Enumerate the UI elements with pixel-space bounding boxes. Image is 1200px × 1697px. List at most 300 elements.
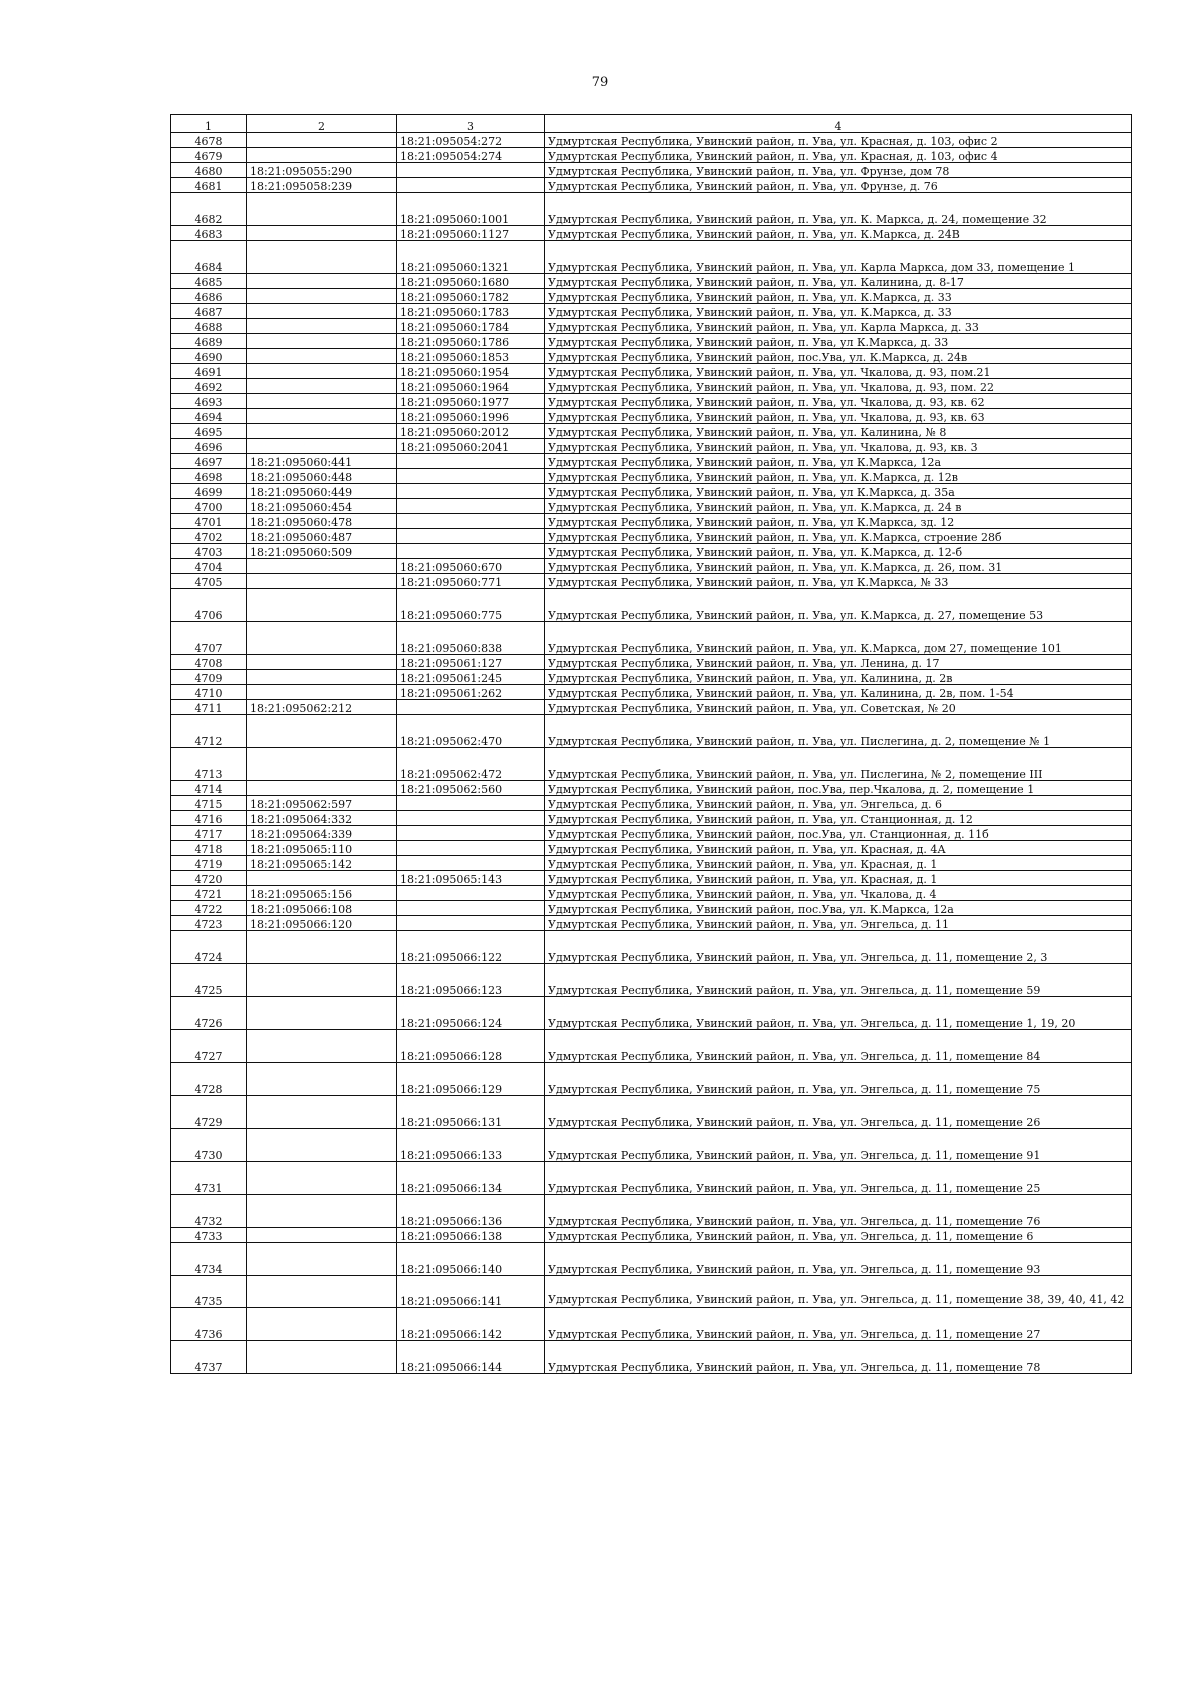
land-cadastral-number-cell (247, 964, 397, 997)
column-header-3: 3 (397, 115, 545, 133)
land-cadastral-number-cell (247, 304, 397, 319)
row-number-cell: 4709 (171, 670, 247, 685)
table-row (171, 574, 1132, 589)
table-row (171, 148, 1132, 163)
land-cadastral-number-cell (247, 715, 397, 748)
row-number-cell: 4736 (171, 1308, 247, 1341)
table-row (171, 622, 1132, 655)
land-cadastral-number-cell (247, 574, 397, 589)
land-cadastral-number-cell: 18:21:095060:441 (247, 454, 397, 469)
land-cadastral-number-cell (247, 409, 397, 424)
address-cell: Удмуртская Республика, Увинский район, п. Ува, ул. Станционная, д. 12 (545, 811, 1132, 826)
building-cadastral-number-cell: 18:21:095060:1964 (397, 379, 545, 394)
address-cell: Удмуртская Республика, Увинский район, п. Ува, ул. Энгельса, д. 11, помещение 84 (545, 1030, 1132, 1063)
address-cell: Удмуртская Республика, Увинский район, п. Ува, ул. Энгельса, д. 11, помещение 1, 19, 20 (545, 997, 1132, 1030)
building-cadastral-number-cell: 18:21:095066:136 (397, 1195, 545, 1228)
building-cadastral-number-cell: 18:21:095060:1954 (397, 364, 545, 379)
land-cadastral-number-cell (247, 1162, 397, 1195)
building-cadastral-number-cell: 18:21:095060:838 (397, 622, 545, 655)
building-cadastral-number-cell: 18:21:095066:140 (397, 1243, 545, 1276)
row-number-cell: 4715 (171, 796, 247, 811)
building-cadastral-number-cell: 18:21:095066:122 (397, 931, 545, 964)
row-number-cell: 4688 (171, 319, 247, 334)
address-cell: Удмуртская Республика, Увинский район, п. Ува, ул. Красная, д. 103, офис 4 (545, 148, 1132, 163)
row-number-cell: 4682 (171, 193, 247, 226)
building-cadastral-number-cell: 18:21:095060:1784 (397, 319, 545, 334)
table-row (171, 1341, 1132, 1374)
table-row (171, 781, 1132, 796)
land-cadastral-number-cell (247, 226, 397, 241)
table-row (171, 469, 1132, 484)
table-row (171, 163, 1132, 178)
land-cadastral-number-cell: 18:21:095060:448 (247, 469, 397, 484)
address-cell: Удмуртская Республика, Увинский район, п. Ува, ул. Энгельса, д. 11, помещение 93 (545, 1243, 1132, 1276)
address-cell: Удмуртская Республика, Увинский район, п. Ува, ул. Энгельса, д. 11, помещение 27 (545, 1308, 1132, 1341)
table-row (171, 484, 1132, 499)
table-row (171, 826, 1132, 841)
row-number-cell: 4727 (171, 1030, 247, 1063)
address-cell: Удмуртская Республика, Увинский район, п. Ува, ул. К.Маркса, дом 27, помещение 101 (545, 622, 1132, 655)
table-row (171, 559, 1132, 574)
building-cadastral-number-cell (397, 469, 545, 484)
building-cadastral-number-cell: 18:21:095060:1680 (397, 274, 545, 289)
row-number-cell: 4708 (171, 655, 247, 670)
table-row (171, 1228, 1132, 1243)
land-cadastral-number-cell: 18:21:095055:290 (247, 163, 397, 178)
building-cadastral-number-cell: 18:21:095066:144 (397, 1341, 545, 1374)
table-row (171, 748, 1132, 781)
table-row (171, 916, 1132, 931)
row-number-cell: 4690 (171, 349, 247, 364)
row-number-cell: 4719 (171, 856, 247, 871)
table-row (171, 439, 1132, 454)
address-cell: Удмуртская Республика, Увинский район, п. Ува, ул. Красная, д. 103, офис 2 (545, 133, 1132, 148)
land-cadastral-number-cell: 18:21:095060:509 (247, 544, 397, 559)
address-cell: Удмуртская Республика, Увинский район, п. Ува, ул. Энгельса, д. 11, помещение 91 (545, 1129, 1132, 1162)
table-row (171, 544, 1132, 559)
address-cell: Удмуртская Республика, Увинский район, п. Ува, ул. Калинина, д. 2в, пом. 1-54 (545, 685, 1132, 700)
row-number-cell: 4728 (171, 1063, 247, 1096)
row-number-cell: 4735 (171, 1276, 247, 1308)
land-cadastral-number-cell (247, 424, 397, 439)
land-cadastral-number-cell (247, 349, 397, 364)
building-cadastral-number-cell (397, 529, 545, 544)
building-cadastral-number-cell: 18:21:095060:1321 (397, 241, 545, 274)
row-number-cell: 4698 (171, 469, 247, 484)
table-body (171, 133, 1132, 1374)
table-row (171, 193, 1132, 226)
table-row (171, 856, 1132, 871)
address-cell: Удмуртская Республика, Увинский район, п. Ува, ул. Энгельса, д. 11, помещение 38, 39, 40, 41, 42 (545, 1276, 1132, 1308)
table-row (171, 274, 1132, 289)
row-number-cell: 4705 (171, 574, 247, 589)
address-cell: Удмуртская Республика, Увинский район, п. Ува, ул. Калинина, д. 2в (545, 670, 1132, 685)
address-cell: Удмуртская Республика, Увинский район, п. Ува, ул. К.Маркса, д. 12в (545, 469, 1132, 484)
building-cadastral-number-cell (397, 841, 545, 856)
table-row (171, 319, 1132, 334)
building-cadastral-number-cell (397, 544, 545, 559)
address-cell: Удмуртская Республика, Увинский район, п. Ува, ул К.Маркса, д. 33 (545, 334, 1132, 349)
address-cell: Удмуртская Республика, Увинский район, п. Ува, ул. Энгельса, д. 11, помещение 75 (545, 1063, 1132, 1096)
table-row (171, 1096, 1132, 1129)
land-cadastral-number-cell (247, 1308, 397, 1341)
address-cell: Удмуртская Республика, Увинский район, п. Ува, ул. Чкалова, д. 93, кв. 62 (545, 394, 1132, 409)
registry-table (170, 114, 1132, 1374)
table-row (171, 670, 1132, 685)
building-cadastral-number-cell: 18:21:095054:274 (397, 148, 545, 163)
land-cadastral-number-cell: 18:21:095065:110 (247, 841, 397, 856)
land-cadastral-number-cell (247, 655, 397, 670)
row-number-cell: 4721 (171, 886, 247, 901)
building-cadastral-number-cell (397, 796, 545, 811)
row-number-cell: 4724 (171, 931, 247, 964)
land-cadastral-number-cell: 18:21:095065:142 (247, 856, 397, 871)
building-cadastral-number-cell (397, 484, 545, 499)
land-cadastral-number-cell: 18:21:095060:449 (247, 484, 397, 499)
table-row (171, 1063, 1132, 1096)
land-cadastral-number-cell (247, 334, 397, 349)
address-cell: Удмуртская Республика, Увинский район, п. Ува, ул. Энгельса, д. 11, помещение 2, 3 (545, 931, 1132, 964)
building-cadastral-number-cell: 18:21:095060:1127 (397, 226, 545, 241)
address-cell: Удмуртская Республика, Увинский район, пос.Ува, ул. К.Маркса, 12а (545, 901, 1132, 916)
table-row (171, 226, 1132, 241)
row-number-cell: 4729 (171, 1096, 247, 1129)
address-cell: Удмуртская Республика, Увинский район, п. Ува, ул. К.Маркса, строение 28б (545, 529, 1132, 544)
table-row (171, 499, 1132, 514)
table-row (171, 529, 1132, 544)
building-cadastral-number-cell (397, 826, 545, 841)
table-row (171, 514, 1132, 529)
row-number-cell: 4689 (171, 334, 247, 349)
land-cadastral-number-cell (247, 241, 397, 274)
table-row (171, 349, 1132, 364)
address-cell: Удмуртская Республика, Увинский район, п. Ува, ул. Чкалова, д. 93, пом.21 (545, 364, 1132, 379)
table-row (171, 241, 1132, 274)
land-cadastral-number-cell (247, 319, 397, 334)
building-cadastral-number-cell (397, 700, 545, 715)
row-number-cell: 4716 (171, 811, 247, 826)
address-cell: Удмуртская Республика, Увинский район, п. Ува, ул. Энгельса, д. 11, помещение 6 (545, 1228, 1132, 1243)
address-cell: Удмуртская Республика, Увинский район, п. Ува, ул. Энгельса, д. 11, помещение 78 (545, 1341, 1132, 1374)
table-row (171, 931, 1132, 964)
address-cell: Удмуртская Республика, Увинский район, п. Ува, ул К.Маркса, д. 35а (545, 484, 1132, 499)
table-row (171, 1276, 1132, 1308)
land-cadastral-number-cell (247, 379, 397, 394)
row-number-cell: 4718 (171, 841, 247, 856)
address-cell: Удмуртская Республика, Увинский район, п. Ува, ул К.Маркса, 12а (545, 454, 1132, 469)
table-row (171, 424, 1132, 439)
table-row (171, 409, 1132, 424)
row-number-cell: 4737 (171, 1341, 247, 1374)
table-row (171, 1129, 1132, 1162)
building-cadastral-number-cell: 18:21:095060:1001 (397, 193, 545, 226)
land-cadastral-number-cell: 18:21:095066:120 (247, 916, 397, 931)
land-cadastral-number-cell (247, 148, 397, 163)
row-number-cell: 4720 (171, 871, 247, 886)
building-cadastral-number-cell: 18:21:095066:128 (397, 1030, 545, 1063)
land-cadastral-number-cell (247, 289, 397, 304)
building-cadastral-number-cell (397, 454, 545, 469)
building-cadastral-number-cell (397, 901, 545, 916)
land-cadastral-number-cell (247, 622, 397, 655)
table-row (171, 811, 1132, 826)
building-cadastral-number-cell: 18:21:095060:771 (397, 574, 545, 589)
table-row (171, 901, 1132, 916)
land-cadastral-number-cell (247, 1030, 397, 1063)
address-cell: Удмуртская Республика, Увинский район, п. Ува, ул. Чкалова, д. 93, кв. 3 (545, 439, 1132, 454)
land-cadastral-number-cell (247, 748, 397, 781)
row-number-cell: 4714 (171, 781, 247, 796)
address-cell: Удмуртская Республика, Увинский район, п. Ува, ул. Калинина, д. 8-17 (545, 274, 1132, 289)
address-cell: Удмуртская Республика, Увинский район, п. Ува, ул. К. Маркса, д. 24, помещение 32 (545, 193, 1132, 226)
building-cadastral-number-cell (397, 499, 545, 514)
address-cell: Удмуртская Республика, Увинский район, п. Ува, ул. Пислегина, д. 2, помещение № 1 (545, 715, 1132, 748)
building-cadastral-number-cell (397, 178, 545, 193)
table-row (171, 178, 1132, 193)
row-number-cell: 4722 (171, 901, 247, 916)
address-cell: Удмуртская Республика, Увинский район, п. Ува, ул. Энгельса, д. 6 (545, 796, 1132, 811)
address-cell: Удмуртская Республика, Увинский район, п. Ува, ул. Энгельса, д. 11, помещение 26 (545, 1096, 1132, 1129)
table-row (171, 886, 1132, 901)
address-cell: Удмуртская Республика, Увинский район, п. Ува, ул. К.Маркса, д. 26, пом. 31 (545, 559, 1132, 574)
building-cadastral-number-cell: 18:21:095054:272 (397, 133, 545, 148)
land-cadastral-number-cell: 18:21:095062:597 (247, 796, 397, 811)
address-cell: Удмуртская Республика, Увинский район, п. Ува, ул. Красная, д. 4А (545, 841, 1132, 856)
building-cadastral-number-cell: 18:21:095060:1782 (397, 289, 545, 304)
building-cadastral-number-cell: 18:21:095066:134 (397, 1162, 545, 1195)
row-number-cell: 4710 (171, 685, 247, 700)
address-cell: Удмуртская Республика, Увинский район, пос.Ува, ул. Станционная, д. 11б (545, 826, 1132, 841)
row-number-cell: 4717 (171, 826, 247, 841)
address-cell: Удмуртская Республика, Увинский район, п. Ува, ул. Фрунзе, д. 76 (545, 178, 1132, 193)
building-cadastral-number-cell: 18:21:095060:2012 (397, 424, 545, 439)
building-cadastral-number-cell: 18:21:095066:124 (397, 997, 545, 1030)
row-number-cell: 4683 (171, 226, 247, 241)
land-cadastral-number-cell: 18:21:095062:212 (247, 700, 397, 715)
table-row (171, 133, 1132, 148)
row-number-cell: 4707 (171, 622, 247, 655)
address-cell: Удмуртская Республика, Увинский район, п. Ува, ул. Фрунзе, дом 78 (545, 163, 1132, 178)
land-cadastral-number-cell (247, 931, 397, 964)
land-cadastral-number-cell (247, 1063, 397, 1096)
land-cadastral-number-cell (247, 1243, 397, 1276)
row-number-cell: 4681 (171, 178, 247, 193)
land-cadastral-number-cell: 18:21:095058:239 (247, 178, 397, 193)
table-row (171, 1162, 1132, 1195)
table-row (171, 700, 1132, 715)
land-cadastral-number-cell (247, 1276, 397, 1308)
building-cadastral-number-cell: 18:21:095066:129 (397, 1063, 545, 1096)
column-header-4: 4 (545, 115, 1132, 133)
land-cadastral-number-cell (247, 997, 397, 1030)
building-cadastral-number-cell (397, 856, 545, 871)
land-cadastral-number-cell (247, 589, 397, 622)
building-cadastral-number-cell: 18:21:095060:1786 (397, 334, 545, 349)
row-number-cell: 4694 (171, 409, 247, 424)
address-cell: Удмуртская Республика, Увинский район, пос.Ува, пер.Чкалова, д. 2, помещение 1 (545, 781, 1132, 796)
address-cell: Удмуртская Республика, Увинский район, п. Ува, ул. Ленина, д. 17 (545, 655, 1132, 670)
building-cadastral-number-cell: 18:21:095062:560 (397, 781, 545, 796)
address-cell: Удмуртская Республика, Увинский район, пос.Ува, ул. К.Маркса, д. 24в (545, 349, 1132, 364)
address-cell: Удмуртская Республика, Увинский район, п. Ува, ул. Карла Маркса, д. 33 (545, 319, 1132, 334)
row-number-cell: 4678 (171, 133, 247, 148)
land-cadastral-number-cell (247, 133, 397, 148)
row-number-cell: 4726 (171, 997, 247, 1030)
address-cell: Удмуртская Республика, Увинский район, п. Ува, ул. К.Маркса, д. 24В (545, 226, 1132, 241)
table-header-row (171, 115, 1132, 133)
row-number-cell: 4687 (171, 304, 247, 319)
land-cadastral-number-cell (247, 1195, 397, 1228)
land-cadastral-number-cell: 18:21:095066:108 (247, 901, 397, 916)
land-cadastral-number-cell (247, 394, 397, 409)
land-cadastral-number-cell: 18:21:095060:487 (247, 529, 397, 544)
building-cadastral-number-cell: 18:21:095066:123 (397, 964, 545, 997)
row-number-cell: 4686 (171, 289, 247, 304)
land-cadastral-number-cell (247, 274, 397, 289)
row-number-cell: 4711 (171, 700, 247, 715)
building-cadastral-number-cell: 18:21:095061:127 (397, 655, 545, 670)
column-header-1: 1 (171, 115, 247, 133)
row-number-cell: 4725 (171, 964, 247, 997)
land-cadastral-number-cell: 18:21:095064:332 (247, 811, 397, 826)
row-number-cell: 4697 (171, 454, 247, 469)
row-number-cell: 4713 (171, 748, 247, 781)
address-cell: Удмуртская Республика, Увинский район, п. Ува, ул. Энгельса, д. 11 (545, 916, 1132, 931)
building-cadastral-number-cell: 18:21:095060:670 (397, 559, 545, 574)
row-number-cell: 4685 (171, 274, 247, 289)
row-number-cell: 4712 (171, 715, 247, 748)
address-cell: Удмуртская Республика, Увинский район, п. Ува, ул. Чкалова, д. 93, пом. 22 (545, 379, 1132, 394)
row-number-cell: 4730 (171, 1129, 247, 1162)
building-cadastral-number-cell: 18:21:095065:143 (397, 871, 545, 886)
table-row (171, 304, 1132, 319)
building-cadastral-number-cell: 18:21:095060:1853 (397, 349, 545, 364)
table-row (171, 394, 1132, 409)
address-cell: Удмуртская Республика, Увинский район, п. Ува, ул. К.Маркса, д. 27, помещение 53 (545, 589, 1132, 622)
land-cadastral-number-cell (247, 559, 397, 574)
table-row (171, 964, 1132, 997)
row-number-cell: 4703 (171, 544, 247, 559)
building-cadastral-number-cell: 18:21:095060:1783 (397, 304, 545, 319)
row-number-cell: 4701 (171, 514, 247, 529)
land-cadastral-number-cell (247, 1129, 397, 1162)
row-number-cell: 4706 (171, 589, 247, 622)
table-row (171, 1195, 1132, 1228)
land-cadastral-number-cell (247, 193, 397, 226)
address-cell: Удмуртская Республика, Увинский район, п. Ува, ул К.Маркса, № 33 (545, 574, 1132, 589)
table-row (171, 841, 1132, 856)
row-number-cell: 4731 (171, 1162, 247, 1195)
row-number-cell: 4734 (171, 1243, 247, 1276)
address-cell: Удмуртская Республика, Увинский район, п. Ува, ул. Калинина, № 8 (545, 424, 1132, 439)
table-row (171, 589, 1132, 622)
building-cadastral-number-cell: 18:21:095061:262 (397, 685, 545, 700)
row-number-cell: 4692 (171, 379, 247, 394)
building-cadastral-number-cell (397, 514, 545, 529)
building-cadastral-number-cell: 18:21:095061:245 (397, 670, 545, 685)
address-cell: Удмуртская Республика, Увинский район, п. Ува, ул. Пислегина, № 2, помещение III (545, 748, 1132, 781)
table-row (171, 334, 1132, 349)
row-number-cell: 4702 (171, 529, 247, 544)
building-cadastral-number-cell: 18:21:095060:775 (397, 589, 545, 622)
address-cell: Удмуртская Республика, Увинский район, п. Ува, ул. К.Маркса, д. 24 в (545, 499, 1132, 514)
building-cadastral-number-cell (397, 811, 545, 826)
land-cadastral-number-cell: 18:21:095060:478 (247, 514, 397, 529)
land-cadastral-number-cell (247, 1228, 397, 1243)
row-number-cell: 4691 (171, 364, 247, 379)
building-cadastral-number-cell: 18:21:095060:2041 (397, 439, 545, 454)
building-cadastral-number-cell: 18:21:095060:1977 (397, 394, 545, 409)
building-cadastral-number-cell: 18:21:095066:138 (397, 1228, 545, 1243)
address-cell: Удмуртская Республика, Увинский район, п. Ува, ул. Энгельса, д. 11, помещение 25 (545, 1162, 1132, 1195)
land-cadastral-number-cell (247, 871, 397, 886)
row-number-cell: 4733 (171, 1228, 247, 1243)
building-cadastral-number-cell: 18:21:095066:142 (397, 1308, 545, 1341)
address-cell: Удмуртская Республика, Увинский район, п. Ува, ул. Красная, д. 1 (545, 871, 1132, 886)
land-cadastral-number-cell (247, 439, 397, 454)
row-number-cell: 4680 (171, 163, 247, 178)
land-cadastral-number-cell (247, 685, 397, 700)
table-row (171, 796, 1132, 811)
row-number-cell: 4700 (171, 499, 247, 514)
building-cadastral-number-cell (397, 886, 545, 901)
row-number-cell: 4732 (171, 1195, 247, 1228)
land-cadastral-number-cell (247, 670, 397, 685)
table-row (171, 289, 1132, 304)
table-row (171, 379, 1132, 394)
column-header-2: 2 (247, 115, 397, 133)
row-number-cell: 4693 (171, 394, 247, 409)
page-number: 79 (591, 75, 609, 90)
address-cell: Удмуртская Республика, Увинский район, п. Ува, ул. Красная, д. 1 (545, 856, 1132, 871)
row-number-cell: 4723 (171, 916, 247, 931)
row-number-cell: 4684 (171, 241, 247, 274)
land-cadastral-number-cell (247, 1096, 397, 1129)
address-cell: Удмуртская Республика, Увинский район, п. Ува, ул. Чкалова, д. 4 (545, 886, 1132, 901)
row-number-cell: 4679 (171, 148, 247, 163)
address-cell: Удмуртская Республика, Увинский район, п. Ува, ул. К.Маркса, д. 12-б (545, 544, 1132, 559)
land-cadastral-number-cell: 18:21:095065:156 (247, 886, 397, 901)
table-row (171, 871, 1132, 886)
land-cadastral-number-cell: 18:21:095064:339 (247, 826, 397, 841)
table-row (171, 1308, 1132, 1341)
address-cell: Удмуртская Республика, Увинский район, п. Ува, ул. Советская, № 20 (545, 700, 1132, 715)
address-cell: Удмуртская Республика, Увинский район, п. Ува, ул. К.Маркса, д. 33 (545, 289, 1132, 304)
address-cell: Удмуртская Республика, Увинский район, п. Ува, ул. Карла Маркса, дом 33, помещение 1 (545, 241, 1132, 274)
building-cadastral-number-cell: 18:21:095060:1996 (397, 409, 545, 424)
land-cadastral-number-cell (247, 781, 397, 796)
table-row (171, 997, 1132, 1030)
address-cell: Удмуртская Республика, Увинский район, п. Ува, ул. Энгельса, д. 11, помещение 59 (545, 964, 1132, 997)
row-number-cell: 4704 (171, 559, 247, 574)
land-cadastral-number-cell: 18:21:095060:454 (247, 499, 397, 514)
address-cell: Удмуртская Республика, Увинский район, п. Ува, ул. К.Маркса, д. 33 (545, 304, 1132, 319)
building-cadastral-number-cell (397, 916, 545, 931)
building-cadastral-number-cell: 18:21:095066:141 (397, 1276, 545, 1308)
table-row (171, 364, 1132, 379)
address-cell: Удмуртская Республика, Увинский район, п. Ува, ул. Чкалова, д. 93, кв. 63 (545, 409, 1132, 424)
table-row (171, 685, 1132, 700)
table-row (171, 454, 1132, 469)
row-number-cell: 4699 (171, 484, 247, 499)
land-cadastral-number-cell (247, 1341, 397, 1374)
building-cadastral-number-cell: 18:21:095062:472 (397, 748, 545, 781)
land-cadastral-number-cell (247, 364, 397, 379)
building-cadastral-number-cell: 18:21:095062:470 (397, 715, 545, 748)
table-row (171, 1243, 1132, 1276)
table-row (171, 655, 1132, 670)
building-cadastral-number-cell: 18:21:095066:131 (397, 1096, 545, 1129)
